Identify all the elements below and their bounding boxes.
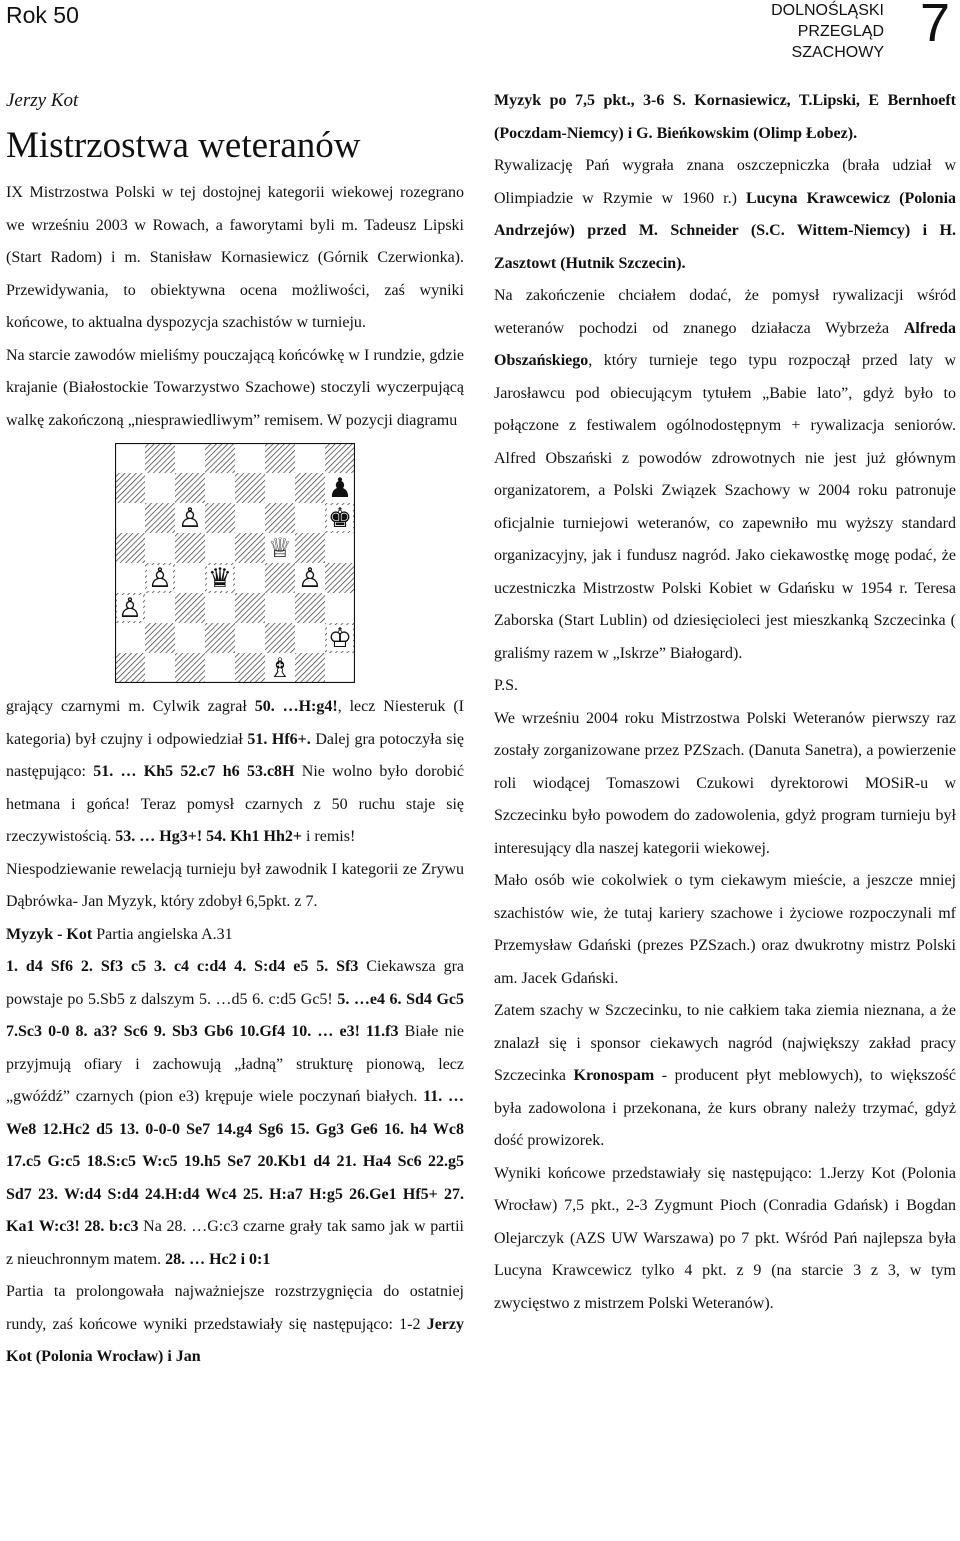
page-number: 7 [919,0,950,53]
dark-square [295,593,325,623]
text-run: i remis! [301,828,356,845]
article-author: Jerzy Kot [6,90,79,111]
bold-run: 28. … Hc2 i 0:1 [165,1250,271,1268]
white-pawn-icon: ♙ [147,563,173,594]
light-square [205,653,235,683]
bold-run: 51. Hf6+. [247,730,311,748]
light-square [325,533,355,563]
dark-square [235,653,265,683]
dark-square [175,533,205,563]
game-header [6,919,464,952]
dark-square [295,533,325,563]
light-square [265,593,295,623]
white-pawn-icon: ♙ [297,563,323,594]
dark-square [265,623,295,653]
light-square [145,593,175,623]
white-pawn-icon: ♙ [177,503,203,534]
text-run: Na zakończenie chciałem dodać, że pomysł rywalizacji wśród weteranów pochodzi od znanego działacza Wybrzeża [494,287,956,337]
dark-square [295,653,325,683]
dark-square [205,623,235,653]
text-run: Zatem szachy w Szczecinku, to nie całkiem taka ziemia nieznana, a że znalazł się i sponsor ciekawych nagród (największy zakład pracy Szczecinka [494,1002,956,1084]
bold-run: Kronospam [573,1067,655,1084]
paragraph [494,85,956,150]
dark-square [145,503,175,533]
ps-label: P.S. [494,677,519,694]
light-square [115,563,145,593]
dark-square [265,503,295,533]
bold-run: Alfreda Obszańskiego [494,319,956,369]
light-square [145,653,175,683]
text-run: , lecz Niesteruk (I kategoria) był czujny i odpowiedział [6,698,465,748]
light-square [205,593,235,623]
text-run: Białe nie przyjmują ofiary i zachowują „ładną” strukturę pionową, lecz „gwóźdź” czarnych (pion e3) krępuje wiele poczynań białych. [6,1023,465,1105]
paragraph: Na starcie zawodów mieliśmy pouczającą końcówkę w I rundzie, gdzie krajanie (Białostockie Towarzystwo Szachowe) stoczyli wyczerpującą walkę zakończoną „niesprawiedliwym” remisem. W pozycji diagramu [6,346,464,429]
light-square [235,623,265,653]
text-run: , który turnieje tego typu rozpoczął przed laty w Jarosławcu pod obiecującym tytułem „Babie lato”, gdyż było to połączone z festiwalem ogólnodostępnym + rywalizacja seniorów. Alfred Obszański z powodów zdrowotnych nie jest już głównym organizatorem, a Polski Związek Szachowy w 2004 roku patronuje oficjalnie turniejowi weteranów, co zapewniło mu wyższy standard organizacyjny, jak i fundusz nagród. Jako ciekawostkę mogę podać, że uczestniczka Mistrzostw Polski Kobiet w Gdańsku w 1954 r. Teresa Zaborska (Start Lublin) od dziesięcioleci jest mieszkanką Szczecinka ( graliśmy razem w „Iskrze” Białogard). [494,352,956,662]
bold-run: 1. d4 Sf6 2. Sf3 c5 3. c4 c:d4 4. S:d4 e5 5. Sf3 [6,958,359,975]
bold-run: 51. … Kh5 52.c7 h6 53.c8H [93,763,295,780]
chess-board [115,443,355,683]
header-line: SZACHOWY [791,44,884,61]
header-magazine-title [684,0,884,63]
bold-run: Jerzy Kot (Polonia Wrocław) i Jan [6,1315,464,1365]
white-bishop-icon: ♗ [267,653,293,683]
left-column [6,85,464,1374]
black-pawn-icon: ♟ [327,473,353,504]
white-king-icon: ♔ [327,623,353,654]
game-moves [6,951,464,1276]
header-year: Rok 50 [6,2,79,28]
dark-square [145,623,175,653]
light-square [145,473,175,503]
light-square [295,443,325,473]
light-square [115,443,145,473]
header-line: DOLNOŚLĄSKI [771,2,884,19]
dark-square [115,653,145,683]
light-square [235,443,265,473]
bold-run: Lucyna Krawcewicz (Polonia Andrzejów) przed M. Schneider (S.C. Wittem-Niemcy) i H. Zasztowt (Hutnik Szczecin). [494,189,957,272]
light-square [145,533,175,563]
text-run: Dalej gra potoczyła się następująco: [6,730,464,780]
dark-square [325,443,355,473]
light-square [235,503,265,533]
dark-square [325,563,355,593]
dark-square [205,503,235,533]
black-king-icon: ♚ [327,503,353,534]
light-square [205,473,235,503]
text-run: Ciekawsza gra powstaje po 5.Sb5 z dalszym 5. …d5 6. c:d5 Gc5! [6,958,464,1008]
dark-square [205,443,235,473]
text-run: - producent płyt meblowych), to większość była zadowolona i przekonana, że kurs obrany należy trzymać, gdyż dość prowizorek. [494,1067,957,1149]
paragraph [494,280,956,670]
light-square [325,593,355,623]
dark-square [235,533,265,563]
paragraph [494,995,956,1158]
dark-square [175,653,205,683]
bold-run: Myzyk po 7,5 pkt., 3-6 S. Kornasiewicz, T.Lipski, E Bernhoeft (Poczdam-Niemcy) i G. Bieńkowskim (Olimp Łobez). [494,92,956,142]
bold-run: 11. …We8 12.Hc2 d5 13. 0-0-0 Se7 14.g4 Sg6 15. Gg3 Ge6 16. h4 Wc8 17.c5 G:c5 18.S:c5 W:c5 19.h5 Se7 20.Kb1 d4 21. Ha4 Sc6 22.g5 Sd7 23. W:d4 S:d4 24.H:d4 Wc4 25. H:a7 H:g5 26.Ge1 Hf5+ 27. Ka1 W:c3! 28. b:c3 [6,1088,464,1235]
dark-square [295,473,325,503]
black-queen-icon: ♛ [207,563,233,594]
text-run: Na 28. …G:c3 czarne grały tak samo jak w partii z nieuchronnym matem. [6,1218,465,1268]
light-square [295,503,325,533]
text-run: Rywalizację Pań wygrała znana oszczepniczka (brała udział w Olimpiadzie w Rzymie w 1960 r.) [494,157,956,207]
bold-run: 50. …H:g4! [254,698,338,715]
dark-square [235,473,265,503]
dark-square [175,593,205,623]
text-run: Nie wolno było dorobić hetmana i gońca! Teraz pomysł czarnych z 50 ruchu staje się rzeczywistością. [6,763,465,845]
paragraph: Wyniki końcowe przedstawiały się następująco: 1.Jerzy Kot (Polonia Wrocław) 7,5 pkt., 2-3 Zygmunt Pioch (Conradia Gdańsk) i Bogdan Olejarczyk (AZS UW Warszawa) po 7 pkt. Wśród Pań najlepsza była Lucyna Krawcewicz tylko 4 pkt. z 9 (na starcie 3 z 3, w tym zwycięstwo z mistrzem Polski Weteranów). [494,1164,956,1312]
dark-square [235,593,265,623]
dark-square [265,563,295,593]
light-square [175,443,205,473]
right-column [494,85,956,1320]
article-title: Mistrzostwa weteranów [6,125,361,166]
light-square [115,623,145,653]
paragraph: We wrześniu 2004 roku Mistrzostwa Polski Weteranów pierwszy raz zostały zorganizowane przez PZSzach. (Danuta Sanetra), a powierzenie roli wiodącej Tomaszowi Czukowi dyrektorowi MOSiR-u w Szczecinku było powodem do zadowolenia, gdyż program turnieju był interesujący dla naszej kategorii wiekowej. [494,709,956,857]
light-square [115,503,145,533]
paragraph [6,691,464,854]
dark-square [265,443,295,473]
white-pawn-icon: ♙ [117,593,143,624]
paragraph: Niespodziewanie rewelacją turnieju był zawodnik I kategorii ze Zrywu Dąbrówka- Jan Myzyk, który zdobył 6,5pkt. z 7. [6,860,464,910]
paragraph: IX Mistrzostwa Polski w tej dostojnej kategorii wiekowej rozegrano we wrześniu 2003 w Rowach, a faworytami byli m. Tadeusz Lipski (Start Radom) i m. Stanisław Kornasiewicz (Górnik Czerwionka). Przewidywania, to obiektywna ocena możliwości, zaś wyniki końcowe, to aktualna dyspozycja szachistów w turnieju. [6,184,464,331]
dark-square [115,473,145,503]
light-square [265,473,295,503]
light-square [295,623,325,653]
light-square [235,563,265,593]
paragraph: Mało osób wie cokolwiek o tym ciekawym mieście, a jeszcze mniej szachistów wie, że tutaj kariery szachowe i życiowe rozpoczynali mf Przemysław Gdański (prezes PZSzach.) oraz dwukrotny mistrz Polski am. Jacek Gdański. [494,872,956,987]
paragraph [6,1276,464,1374]
bold-run: Myzyk - Kot [6,925,93,943]
text-run: Partia ta prolongowała najważniejsze rozstrzygnięcia do ostatniej rundy, zaś końcowe wyniki przedstawiały się następująco: 1-2 [6,1283,464,1333]
text-run: Partia angielska A.31 [92,925,233,943]
light-square [175,563,205,593]
dark-square [175,473,205,503]
paragraph [494,150,956,280]
dark-square [145,443,175,473]
bold-run: 5. …e4 6. Sd4 Gc5 7.Sc3 0-0 8. a3? Sc6 9. Sb3 Gb6 10.Gf4 10. … e3! 11.f3 [6,990,464,1040]
white-queen-icon: ♕ [267,533,293,564]
bold-run: 53. … Hg3+! 54. Kh1 Hh2+ [115,828,302,845]
light-square [325,653,355,683]
light-square [175,623,205,653]
chess-diagram [6,443,464,688]
light-square [205,533,235,563]
dark-square [115,533,145,563]
text-run: grający czarnymi m. Cylwik zagrał [6,698,255,715]
header-line: PRZEGLĄD [797,23,884,40]
